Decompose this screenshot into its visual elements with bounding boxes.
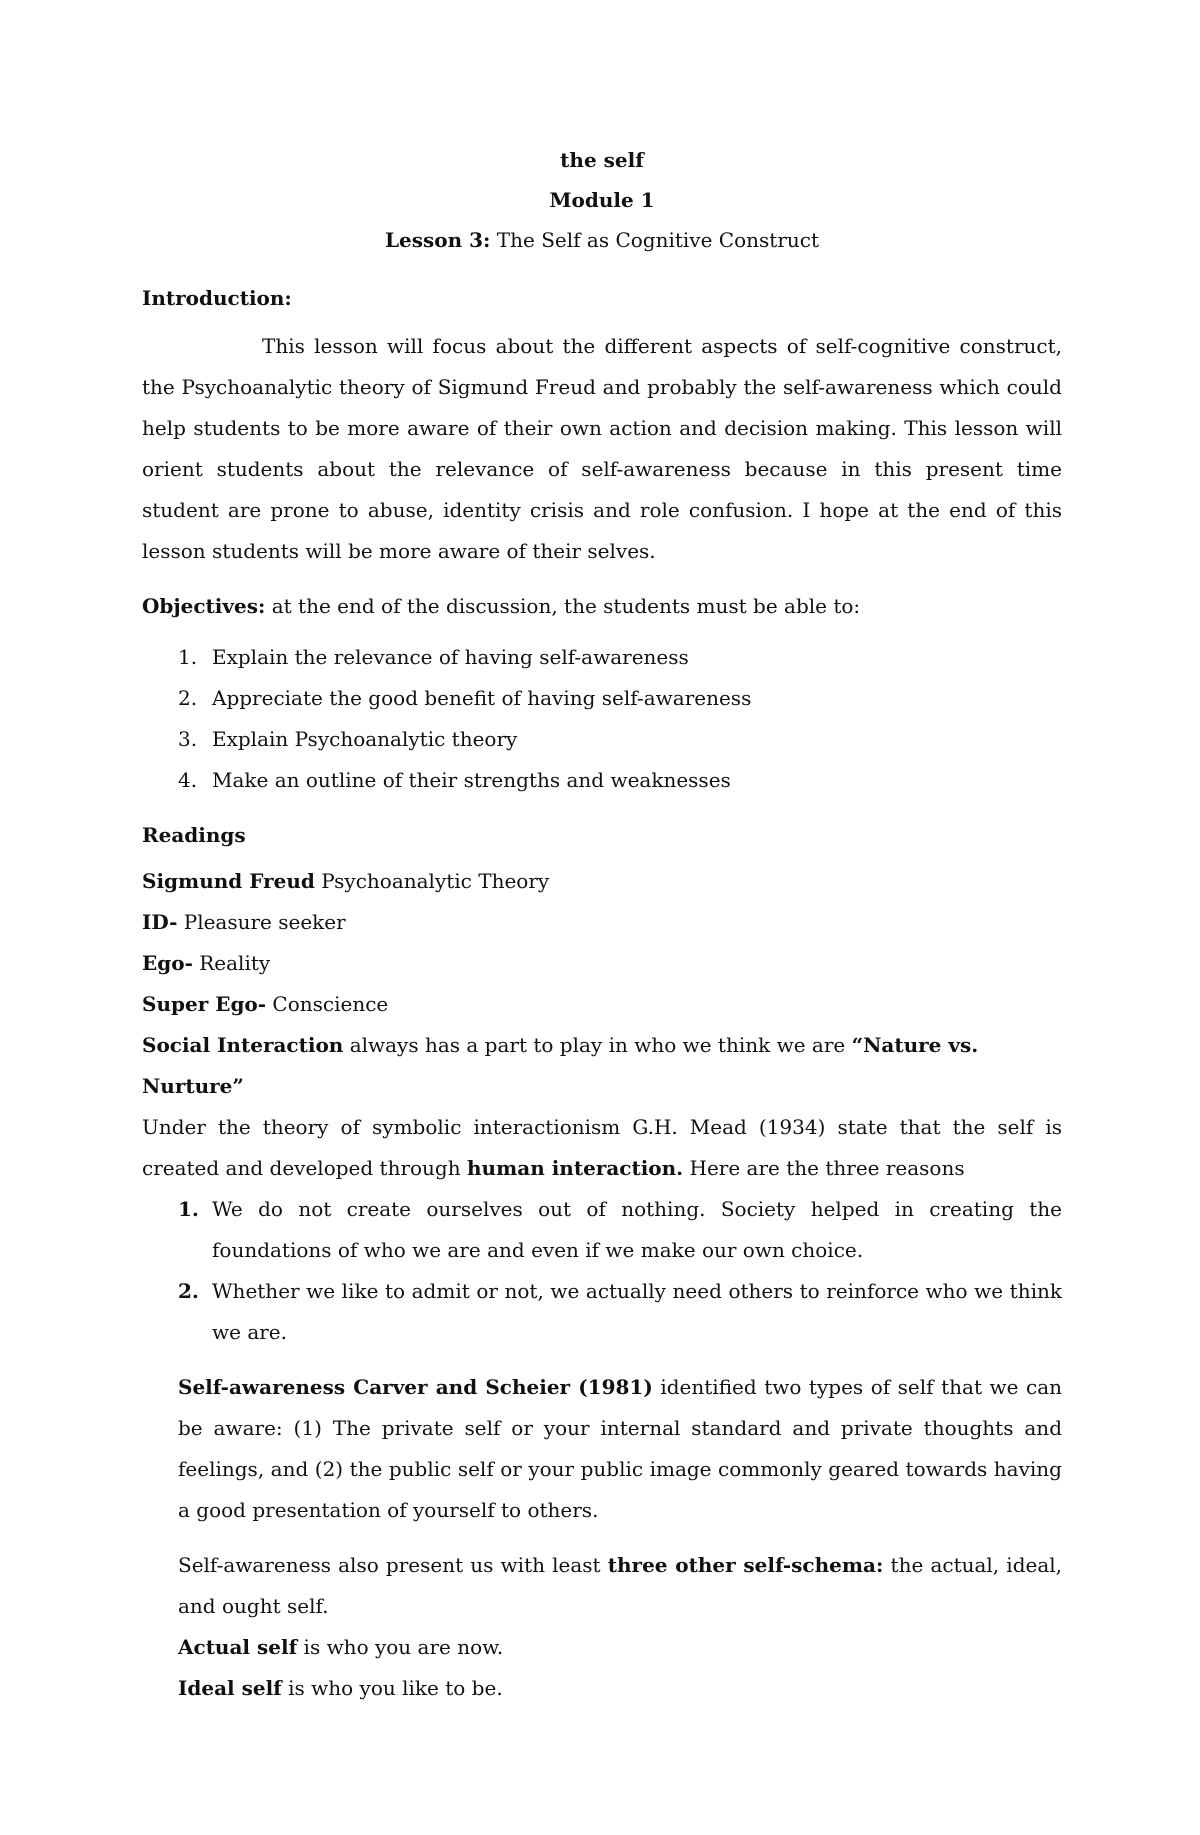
- objectives-list: [142, 637, 1062, 801]
- mead-paragraph: Under the theory of symbolic interactionism G.H. Mead (1934) state that the self is created and developed through human interaction. Here are the three reasons: [142, 1115, 1062, 1180]
- module-title: Module 1: [549, 188, 655, 212]
- objectives-intro: at the end of the discussion, the students must be able to:: [271, 594, 861, 618]
- self-awareness-paragraph: Self-awareness Carver and Scheier (1981) identified two types of self that we can be aware: (1) The private self or your internal standard and private thoughts and feelings, and (2) the public self or your public image commonly geared towards having a good presentation of yourself to others.: [178, 1375, 1063, 1522]
- id-line: ID- Pleasure seeker: [142, 910, 346, 934]
- lesson-name: The Self as Cognitive Construct: [496, 228, 820, 252]
- actual-self-line: Actual self is who you are now.: [178, 1635, 504, 1659]
- objectives-line: [142, 586, 1062, 627]
- document-page: [142, 140, 1062, 1709]
- ideal-self-line: Ideal self is who you like to be.: [178, 1676, 503, 1700]
- reason-item: 1. We do not create ourselves out of nothing. Society helped in creating the foundations of who we are and even if we make our own choice.: [178, 1197, 1062, 1262]
- introduction-heading: Introduction:: [142, 286, 292, 310]
- objective-item: 3. Explain Psychoanalytic theory: [178, 727, 518, 751]
- objective-item: 2. Appreciate the good benefit of having self-awareness: [178, 686, 752, 710]
- objectives-label: Objectives:: [142, 594, 266, 618]
- reason-item: 2. Whether we like to admit or not, we actually need others to reinforce who we think we are.: [178, 1279, 1062, 1344]
- course-title: the self: [560, 148, 644, 172]
- self-schema-paragraph: Self-awareness also present us with least three other self-schema: the actual, ideal, and ought self.: [178, 1553, 1063, 1618]
- lesson-title: [142, 220, 1062, 260]
- objective-item: 4. Make an outline of their strengths and weaknesses: [178, 768, 731, 792]
- freud-line: Sigmund Freud Psychoanalytic Theory: [142, 869, 550, 893]
- lesson-label: Lesson 3:: [384, 228, 491, 252]
- introduction-paragraph: This lesson will focus about the different aspects of self-cognitive construct, the Psychoanalytic theory of Sigmund Freud and probably the self-awareness which could help students to be more aware of their own action and decision making. This lesson will orient students about the relevance of self-awareness because in this present time student are prone to abuse, identity crisis and role confusion. I hope at the end of this lesson students will be more aware of their selves.: [142, 334, 1062, 563]
- objective-item: 1. Explain the relevance of having self-awareness: [178, 645, 689, 669]
- readings-heading: Readings: [142, 823, 246, 847]
- reasons-list: [142, 1189, 1062, 1353]
- superego-line: Super Ego- Conscience: [142, 992, 389, 1016]
- social-interaction-line: Social Interaction always has a part to play in who we think we are “Nature vs. Nurture”: [142, 1033, 979, 1098]
- ego-line: Ego- Reality: [142, 951, 271, 975]
